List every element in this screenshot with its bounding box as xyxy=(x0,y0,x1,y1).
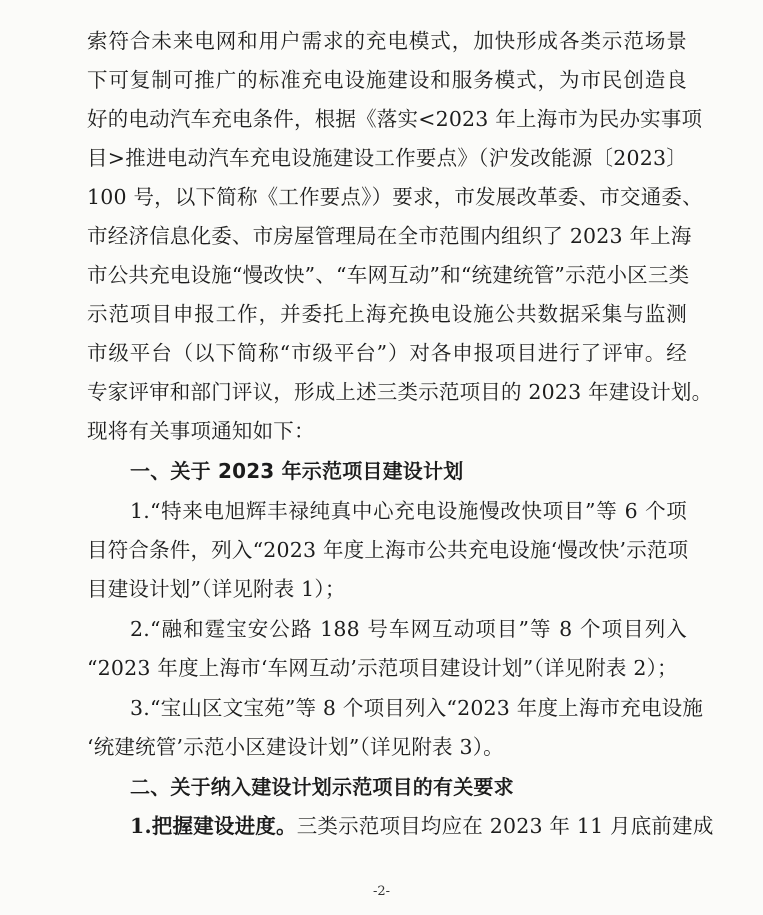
body-line: 100 号，以下简称《工作要点》）要求，市发展改革委、市交通委、 xyxy=(87,185,703,209)
body-line: 示范项目申报工作，并委托上海充换电设施公共数据采集与监测 xyxy=(87,302,687,326)
section-heading-2: 二、关于纳入建设计划示范项目的有关要求 xyxy=(130,775,514,799)
item-2-line: “2023 年度上海市‘车网互动’示范项目建设计划”（详见附表 2）； xyxy=(87,656,678,680)
item-4-lead: 1.把握建设进度。 xyxy=(130,814,297,838)
section-heading-1: 一、关于 2023 年示范项目建设计划 xyxy=(130,459,464,483)
body-line: 目>推进电动汽车充电设施建设工作要点》（沪发改能源〔2023〕 xyxy=(87,146,687,170)
item-4-line xyxy=(130,810,714,842)
page-number: -2- xyxy=(372,884,391,899)
item-3-line: ‘统建统管’示范小区建设计划”（详见附表 3）。 xyxy=(87,735,504,759)
body-line: 市经济信息化委、市房屋管理局在全市范围内组织了 2023 年上海 xyxy=(87,224,692,248)
item-1-line: 目符合条件，列入“2023 年度上海市公共充电设施‘慢改快’示范项 xyxy=(87,538,689,562)
item-4-text: 三类示范项目均应在 2023 年 11 月底前建成 xyxy=(296,814,714,838)
item-3-line: 3.“宝山区文宝苑”等 8 个项目列入“2023 年度上海市充电设施 xyxy=(130,696,704,720)
body-line: 好的电动汽车充电条件，根据《落实<2023 年上海市为民办实事项 xyxy=(87,107,703,131)
body-line: 索符合未来电网和用户需求的充电模式，加快形成各类示范场景 xyxy=(87,29,687,53)
body-line: 下可复制可推广的标准充电设施建设和服务模式，为市民创造良 xyxy=(87,68,687,92)
body-line: 现将有关事项通知如下： xyxy=(87,419,315,443)
item-2-line: 2.“融和霆宝安公路 188 号车网互动项目”等 8 个项目列入 xyxy=(130,617,687,641)
item-1-line: 1.“特来电旭辉丰禄纯真中心充电设施慢改快项目”等 6 个项 xyxy=(130,499,687,523)
body-line: 专家评审和部门评议，形成上述三类示范项目的 2023 年建设计划。 xyxy=(87,380,713,404)
body-line: 市级平台（以下简称“市级平台”）对各申报项目进行了评审。经 xyxy=(87,341,687,365)
item-1-line: 目建设计划”（详见附表 1）； xyxy=(87,577,346,601)
body-line: 市公共充电设施“慢改快”、“车网互动”和“统建统管”示范小区三类 xyxy=(87,263,690,287)
